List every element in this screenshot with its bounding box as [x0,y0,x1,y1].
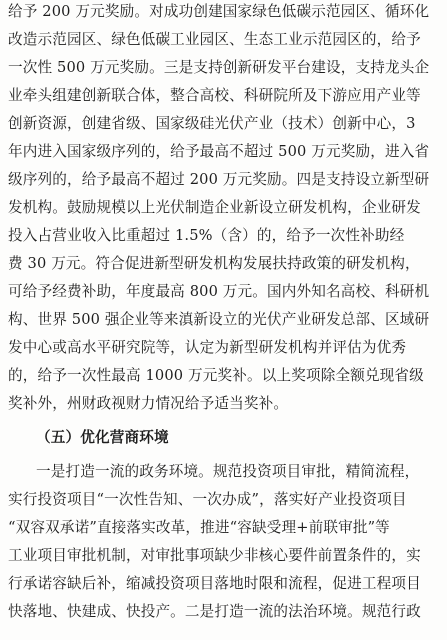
text-line: 发机构。鼓励规模以上光伏制造企业新设立研发机构，企业研发 [8,199,421,216]
text-line: 一是打造一流的政务环境。规范投资项目审批，精简流程， [36,463,420,480]
text-line: 级序列的，给予最高不超过 200 万元奖励。四是支持设立新型研 [8,171,430,188]
text-line: “双容双承诺”直接落实改革，推进“容缺受理+前联审批”等 [8,519,390,536]
text-line: 投入占营业收入比重超过 1.5%（含）的，给予一次性补助经 [8,227,405,244]
text-line: 行承诺容缺后补，缩减投资项目落地时限和流程，促进工程项目 [8,575,421,592]
text-line: 可给予经费补助，年度最高 800 万元。国内外知名高校、科研机 [8,283,430,300]
text-line: 年内进入国家级序列的，给予最高不超过 500 万元奖励，进入省 [8,143,430,160]
text-line: 的，给予一次性最高 1000 万元奖补。以上奖项除全额兑现省级 [8,367,424,384]
text-line: 给予 200 万元奖励。对成功创建国家绿色低碳示范园区、循环化 [8,3,430,20]
text-line: 奖补外，州财政视财力情况给予适当奖补。 [8,395,289,412]
text-line: 快落地、快建成、快投产。二是打造一流的法治环境。规范行政 [8,603,421,620]
text-line: 一次性 500 万元奖励。三是支持创新研发平台建设，支持龙头企 [8,59,430,76]
text-line: 构、世界 500 强企业等来滇新设立的光伏产业研发总部、区域研 [8,311,430,328]
text-line: 发中心或高水平研究院等，认定为新型研发机构并评估为优秀 [8,339,407,356]
text-line: 改造示范园区、绿色低碳工业园区、生态工业示范园区的，给予 [8,31,421,48]
text-line: 创新资源，创建省级、国家级硅光伏产业（技术）创新中心，3 [8,115,416,132]
text-line: 工业项目审批机制，对审批事项缺少非核心要件前置条件的，实 [8,547,421,564]
section-heading: （五）优化营商环境 [36,429,169,446]
text-line: 费 30 万元。符合促进新型研发机构发展扶持政策的研发机构， [8,255,420,272]
text-line: 实行投资项目“一次性告知、一次办成”，落实好产业投资项目 [8,491,407,508]
text-line: 业牵头组建创新联合体，整合高校、科研院所及下游应用产业等 [8,87,421,104]
